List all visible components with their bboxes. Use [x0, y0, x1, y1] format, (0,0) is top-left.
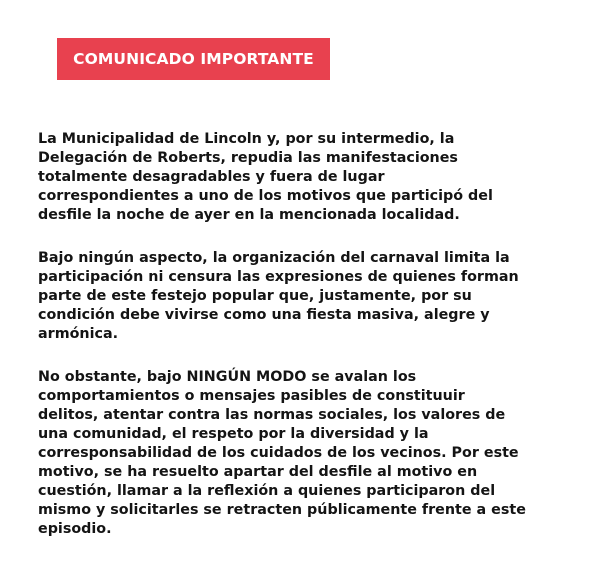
text-line: corresponsabilidad de los cuidados de los vecinos. Por este [38, 445, 519, 461]
announcement-badge: COMUNICADO IMPORTANTE [57, 38, 330, 80]
text-line: No obstante, bajo NINGÚN MODO se avalan los [38, 369, 417, 385]
text-line: totalmente desagradables y fuera de lugar [38, 169, 385, 185]
text-line: participación ni censura las expresiones de quienes forman [38, 269, 519, 285]
text-line: Bajo ningún aspecto, la organización del carnaval limita la [38, 250, 510, 266]
text-line: armónica. [38, 326, 119, 342]
text-line: episodio. [38, 521, 112, 537]
text-line: correspondientes a uno de los motivos que participó del [38, 188, 493, 204]
text-line: mismo y solicitarles se retracten públicamente frente a este [38, 502, 526, 518]
paragraph-3 [38, 368, 558, 539]
text-line: La Municipalidad de Lincoln y, por su intermedio, la [38, 131, 455, 147]
text-line: delitos, atentar contra las normas sociales, los valores de [38, 407, 506, 423]
text-line: cuestión, llamar a la reflexión a quienes participaron del [38, 483, 496, 499]
paragraph-2 [38, 249, 558, 344]
text-line: motivo, se ha resuelto apartar del desfile al motivo en [38, 464, 478, 480]
text-line: Delegación de Roberts, repudia las manifestaciones [38, 150, 458, 166]
paragraph-1 [38, 130, 558, 225]
text-line: desfile la noche de ayer en la mencionada localidad. [38, 207, 460, 223]
text-line: una comunidad, el respeto por la diversidad y la [38, 426, 429, 442]
statement-body [38, 130, 558, 563]
text-line: parte de este festejo popular que, justamente, por su [38, 288, 472, 304]
text-line: condición debe vivirse como una fiesta masiva, alegre y [38, 307, 490, 323]
text-line: comportamientos o mensajes pasibles de constituuir [38, 388, 465, 404]
